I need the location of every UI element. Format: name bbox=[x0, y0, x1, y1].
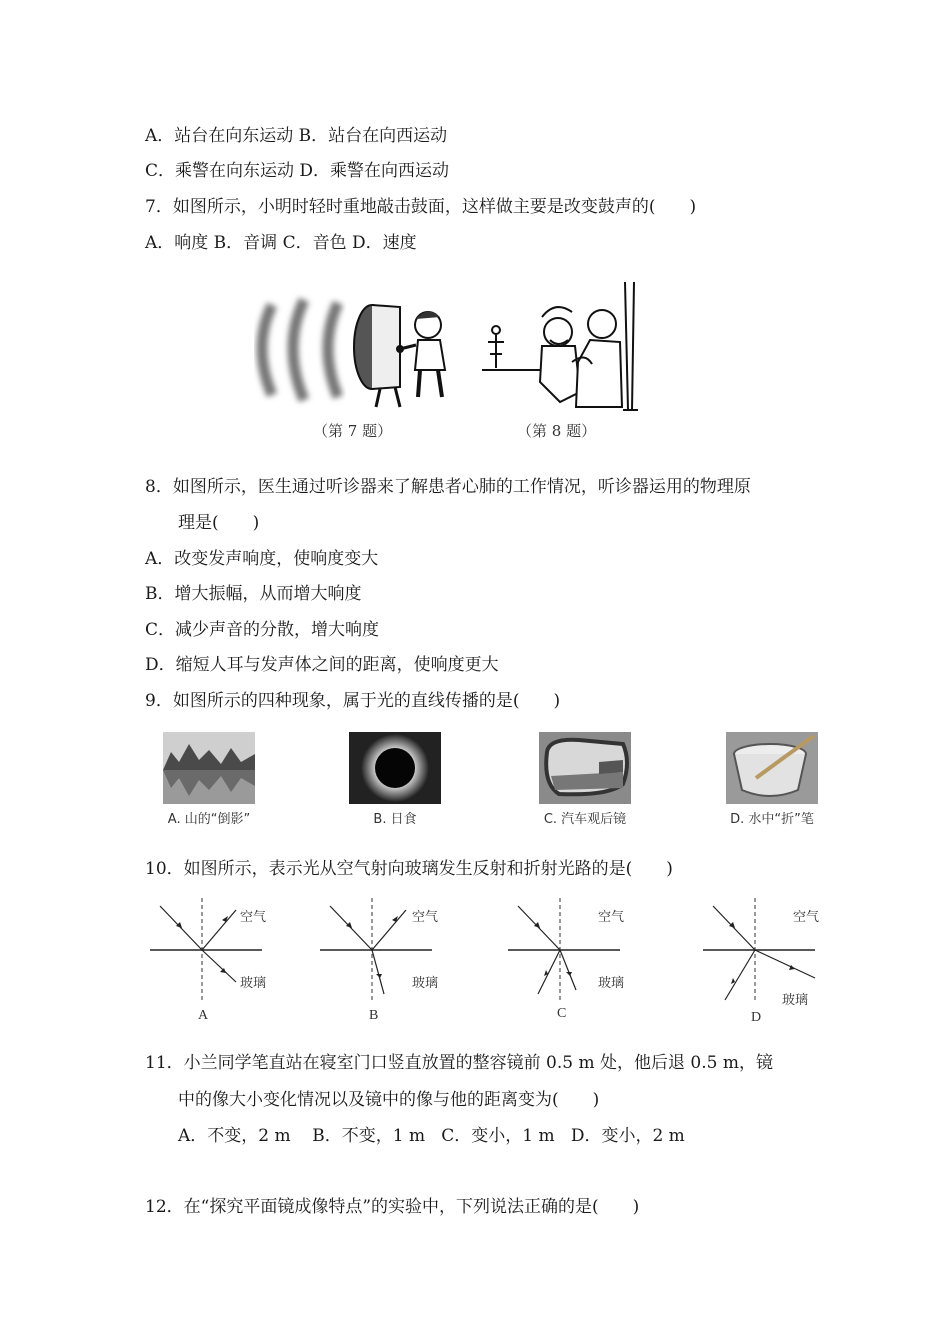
sound-wave-3 bbox=[328, 303, 338, 397]
q11-stem-line1: 11．小兰同学笔直站在寝室门口竖直放置的整容镜前 0.5 m 处，他后退 0.5 m，镜 bbox=[145, 1053, 773, 1073]
diagram-b-air-label: 空气 bbox=[412, 909, 439, 924]
bent-pencil-photo bbox=[726, 732, 818, 804]
diagram-d-air-label: 空气 bbox=[793, 909, 820, 924]
q11-stem-line2: 中的像大小变化情况以及镜中的像与他的距离变为( ) bbox=[178, 1090, 600, 1110]
figure-8-caption: （第 8 题） bbox=[517, 422, 597, 440]
q6-options-ab: A．站台在向东运动 B．站台在向西运动 bbox=[145, 126, 448, 146]
q8-stem-line1: 8．如图所示，医生通过听诊器来了解患者心肺的工作情况，听诊器运用的物理原 bbox=[145, 477, 751, 497]
diagram-a-air-label: 空气 bbox=[240, 909, 267, 924]
diagram-c-letter: C bbox=[557, 1006, 567, 1021]
q7-options: A．响度 B．音调 C．音色 D．速度 bbox=[145, 233, 417, 253]
q8-option-a: A．改变发声响度，使响度变大 bbox=[145, 549, 379, 569]
q10-stem: 10．如图所示，表示光从空气射向玻璃发生反射和折射光路的是( ) bbox=[145, 859, 673, 879]
q8-stem-line2: 理是( ) bbox=[178, 513, 260, 533]
q6-options-cd: C．乘警在向东运动 D．乘警在向西运动 bbox=[145, 161, 450, 181]
sound-wave-2 bbox=[293, 300, 304, 400]
diagram-b-letter: B bbox=[369, 1008, 379, 1023]
photo-c-caption: C. 汽车观后镜 bbox=[543, 812, 627, 827]
photo-a-caption: A. 山的“倒影” bbox=[167, 812, 251, 827]
q7-stem: 7．如图所示，小明时轻时重地敲击鼓面，这样做主要是改变鼓声的( ) bbox=[145, 197, 697, 217]
diagram-c-air-label: 空气 bbox=[598, 909, 625, 924]
q8-option-c: C．减少声音的分散，增大响度 bbox=[145, 620, 380, 640]
photo-d-caption: D. 水中“折”笔 bbox=[730, 812, 814, 827]
diagram-a-glass-label: 玻璃 bbox=[240, 975, 267, 990]
stethoscope-figure bbox=[480, 282, 640, 412]
q8-option-b: B．增大振幅，从而增大响度 bbox=[145, 584, 362, 604]
drum-body bbox=[372, 305, 400, 389]
q12-stem: 12．在“探究平面镜成像特点”的实验中，下列说法正确的是( ) bbox=[145, 1197, 640, 1217]
diagram-b-glass-label: 玻璃 bbox=[412, 975, 439, 990]
diagram-d-glass-label: 玻璃 bbox=[782, 992, 809, 1007]
diagram-c-glass-label: 玻璃 bbox=[598, 975, 625, 990]
doctor-head bbox=[544, 318, 572, 346]
photo-b-caption: B. 日食 bbox=[373, 812, 417, 827]
diagram-a-letter: A bbox=[198, 1008, 209, 1023]
figure-7-caption: （第 7 题） bbox=[313, 422, 393, 440]
q11-options: A．不变，2 m B．不变，1 m C．变小，1 m D．变小，2 m bbox=[178, 1126, 685, 1146]
kid-body bbox=[415, 340, 445, 370]
sound-wave-1 bbox=[262, 305, 272, 395]
solar-eclipse-photo bbox=[349, 732, 441, 804]
q9-stem: 9．如图所示的四种现象，属于光的直线传播的是( ) bbox=[145, 691, 561, 711]
drum-figure bbox=[250, 285, 460, 410]
mountain-reflection-photo bbox=[163, 732, 255, 804]
rearview-mirror-photo bbox=[539, 732, 631, 804]
q8-option-d: D．缩短人耳与发声体之间的距离，使响度更大 bbox=[145, 655, 499, 675]
doctor-cap bbox=[542, 307, 572, 317]
diagram-d-letter: D bbox=[751, 1010, 762, 1025]
patient-head bbox=[588, 310, 616, 338]
